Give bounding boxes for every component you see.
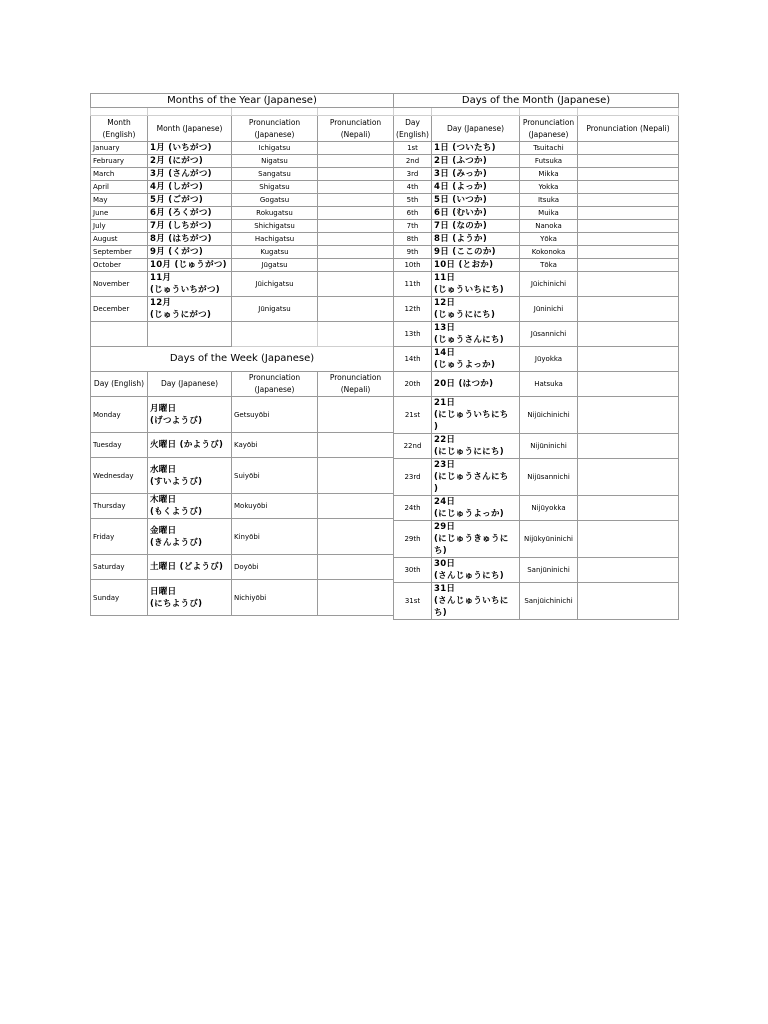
table-row [394,181,679,194]
day-japanese: 10日 (とおか) [432,259,520,272]
day-english: 11th [394,272,432,297]
day-japanese: 20日 (はつか) [432,372,520,397]
month-nepali [318,194,394,207]
month-japanese: 12月 (じゅうにがつ) [148,297,232,322]
table-row [91,168,394,181]
table-row [91,458,394,494]
month-english: December [91,297,148,322]
day-pronunciation: Jūichinichi [520,272,578,297]
day-japanese: 30日 (さんじゅうにち) [432,558,520,583]
days-title-row [394,94,679,108]
month-pronunciation: Jūgatsu [232,259,318,272]
day-pronunciation: Nanoka [520,220,578,233]
days-header-cell: Pronunciation (Japanese) [520,116,578,142]
month-japanese: 11月 (じゅういちがつ) [148,272,232,297]
weekday-english: Saturday [91,555,148,580]
table-row [394,521,679,558]
table-row [394,397,679,434]
day-english: 21st [394,397,432,434]
month-english: April [91,181,148,194]
days-title: Days of the Month (Japanese) [394,94,679,108]
table-row [91,207,394,220]
day-english: 6th [394,207,432,220]
day-english: 5th [394,194,432,207]
month-english: February [91,155,148,168]
months-header-row [91,116,394,142]
table-row [394,372,679,397]
table-row [91,194,394,207]
month-japanese: 10月 (じゅうがつ) [148,259,232,272]
month-pronunciation: Jūnigatsu [232,297,318,322]
month-english: July [91,220,148,233]
day-japanese: 29日 (にじゅうきゅうに ち) [432,521,520,558]
day-english: 23rd [394,459,432,496]
day-pronunciation: Futsuka [520,155,578,168]
day-english: 8th [394,233,432,246]
day-nepali [578,181,679,194]
weekday-pronunciation: Nichiyōbi [232,580,318,616]
weekday-japanese: 金曜日 (きんようび) [148,519,232,555]
day-pronunciation: Nijūyokka [520,496,578,521]
week-header-cell: Pronunciation (Nepali) [318,372,394,397]
weekday-pronunciation: Kinyōbi [232,519,318,555]
day-japanese: 14日 (じゅうよっか) [432,347,520,372]
blank-cell [148,322,232,347]
month-japanese: 9月 (くがつ) [148,246,232,259]
day-nepali [578,322,679,347]
day-nepali [578,397,679,434]
day-japanese: 11日 (じゅういちにち) [432,272,520,297]
table-row [91,297,394,322]
month-pronunciation: Hachigatsu [232,233,318,246]
day-pronunciation: Jūsannichi [520,322,578,347]
table-row [91,433,394,458]
month-nepali [318,259,394,272]
weekday-english: Tuesday [91,433,148,458]
day-english: 1st [394,142,432,155]
table-row [394,246,679,259]
table-row [394,207,679,220]
month-nepali [318,220,394,233]
weekday-nepali [318,555,394,580]
months-header-cell: Month (English) [91,116,148,142]
month-pronunciation: Kugatsu [232,246,318,259]
day-pronunciation: Sanjūichinichi [520,583,578,620]
table-row [394,259,679,272]
month-english: November [91,272,148,297]
day-pronunciation: Hatsuka [520,372,578,397]
table-row [91,272,394,297]
month-japanese: 8月 (はちがつ) [148,233,232,246]
day-english: 12th [394,297,432,322]
months-header-cell: Month (Japanese) [148,116,232,142]
months-header-cell: Pronunciation (Nepali) [318,116,394,142]
table-row [394,220,679,233]
table-row [394,168,679,181]
month-pronunciation: Nigatsu [232,155,318,168]
month-pronunciation: Jūichigatsu [232,272,318,297]
table-row [394,194,679,207]
day-japanese: 6日 (むいか) [432,207,520,220]
day-nepali [578,372,679,397]
month-japanese: 7月 (しちがつ) [148,220,232,233]
month-pronunciation: Sangatsu [232,168,318,181]
table-row [394,558,679,583]
month-japanese: 4月 (しがつ) [148,181,232,194]
day-nepali [578,207,679,220]
day-english: 20th [394,372,432,397]
month-english: January [91,142,148,155]
day-english: 24th [394,496,432,521]
day-nepali [578,142,679,155]
blank-cell [578,108,679,116]
weekday-japanese: 日曜日 (にちようび) [148,580,232,616]
day-japanese: 22日 (にじゅうににち) [432,434,520,459]
table-row [394,347,679,372]
months-title-row [91,94,394,108]
blank-cell [148,108,232,116]
day-japanese: 21日 (にじゅういちにち ) [432,397,520,434]
spacer-row [91,108,394,116]
day-nepali [578,194,679,207]
month-nepali [318,207,394,220]
table-row [394,233,679,246]
table-row [91,233,394,246]
month-pronunciation: Shigatsu [232,181,318,194]
table-row [91,494,394,519]
weekday-pronunciation: Mokuyōbi [232,494,318,519]
day-japanese: 4日 (よっか) [432,181,520,194]
table-row [394,459,679,496]
day-japanese: 2日 (ふつか) [432,155,520,168]
month-english: September [91,246,148,259]
month-nepali [318,233,394,246]
day-nepali [578,233,679,246]
day-nepali [578,583,679,620]
table-row [91,580,394,616]
blank-cell [91,322,148,347]
week-header-cell: Day (English) [91,372,148,397]
days-header-cell: Pronunciation (Nepali) [578,116,679,142]
month-nepali [318,181,394,194]
weekday-japanese: 火曜日 (かようび) [148,433,232,458]
months-header-cell: Pronunciation (Japanese) [232,116,318,142]
day-pronunciation: Nijūichinichi [520,397,578,434]
day-nepali [578,246,679,259]
day-nepali [578,459,679,496]
day-nepali [578,434,679,459]
table-row [91,259,394,272]
table-row [394,142,679,155]
day-english: 4th [394,181,432,194]
day-nepali [578,259,679,272]
weekday-japanese: 月曜日 (げつようび) [148,397,232,433]
table-row [91,142,394,155]
weekday-english: Friday [91,519,148,555]
weekday-nepali [318,433,394,458]
day-japanese: 1日 (ついたち) [432,142,520,155]
weekday-pronunciation: Kayōbi [232,433,318,458]
day-english: 31st [394,583,432,620]
days-header-row [394,116,679,142]
table-row [394,272,679,297]
month-nepali [318,155,394,168]
weekday-pronunciation: Suiyōbi [232,458,318,494]
day-english: 30th [394,558,432,583]
blank-cell [318,322,394,347]
weekday-pronunciation: Doyōbi [232,555,318,580]
week-title-row [91,347,394,372]
month-japanese: 1月 (いちがつ) [148,142,232,155]
day-japanese: 13日 (じゅうさんにち) [432,322,520,347]
day-nepali [578,220,679,233]
table-row [91,519,394,555]
blank-cell [394,108,432,116]
table-row [91,181,394,194]
day-pronunciation: Mikka [520,168,578,181]
day-japanese: 3日 (みっか) [432,168,520,181]
day-nepali [578,168,679,181]
month-japanese: 5月 (ごがつ) [148,194,232,207]
day-nepali [578,272,679,297]
days-header-cell: Day (English) [394,116,432,142]
table-row [394,155,679,168]
day-pronunciation: Yōka [520,233,578,246]
day-english: 2nd [394,155,432,168]
day-japanese: 7日 (なのか) [432,220,520,233]
blank-cell [318,108,394,116]
weekday-japanese: 水曜日 (すいようび) [148,458,232,494]
day-japanese: 9日 (ここのか) [432,246,520,259]
table-row [91,155,394,168]
table-row [91,397,394,433]
day-english: 13th [394,322,432,347]
day-pronunciation: Yokka [520,181,578,194]
day-japanese: 23日 (にじゅうさんにち ) [432,459,520,496]
day-pronunciation: Itsuka [520,194,578,207]
day-nepali [578,347,679,372]
month-english: June [91,207,148,220]
day-pronunciation: Tsuitachi [520,142,578,155]
weekday-english: Wednesday [91,458,148,494]
weekday-nepali [318,494,394,519]
month-english: March [91,168,148,181]
day-pronunciation: Nijūninichi [520,434,578,459]
day-pronunciation: Tōka [520,259,578,272]
spacer-row [394,108,679,116]
day-english: 22nd [394,434,432,459]
weekday-pronunciation: Getsuyōbi [232,397,318,433]
weekday-english: Sunday [91,580,148,616]
months-title: Months of the Year (Japanese) [91,94,394,108]
weekday-english: Thursday [91,494,148,519]
blank-cell [91,108,148,116]
day-english: 9th [394,246,432,259]
week-header-row [91,372,394,397]
table-row [394,496,679,521]
day-nepali [578,297,679,322]
day-nepali [578,558,679,583]
month-pronunciation: Rokugatsu [232,207,318,220]
day-japanese: 31日 (さんじゅういちに ち) [432,583,520,620]
month-nepali [318,168,394,181]
weekday-japanese: 土曜日 (どようび) [148,555,232,580]
table-row [91,246,394,259]
weekday-nepali [318,397,394,433]
blank-cell [232,322,318,347]
table-row [91,555,394,580]
day-english: 10th [394,259,432,272]
day-japanese: 12日 (じゅうににち) [432,297,520,322]
weekday-japanese: 木曜日 (もくようび) [148,494,232,519]
month-nepali [318,142,394,155]
month-pronunciation: Ichigatsu [232,142,318,155]
week-header-cell: Day (Japanese) [148,372,232,397]
blank-cell [232,108,318,116]
left-table [90,93,394,616]
table-row [394,583,679,620]
week-title: Days of the Week (Japanese) [91,347,394,372]
week-header-cell: Pronunciation (Japanese) [232,372,318,397]
table-row [394,322,679,347]
month-japanese: 2月 (にがつ) [148,155,232,168]
month-nepali [318,246,394,259]
day-pronunciation: Nijūkyūninichi [520,521,578,558]
month-japanese: 3月 (さんがつ) [148,168,232,181]
month-nepali [318,272,394,297]
month-nepali [318,297,394,322]
month-japanese: 6月 (ろくがつ) [148,207,232,220]
month-pronunciation: Shichigatsu [232,220,318,233]
day-pronunciation: Muika [520,207,578,220]
day-english: 29th [394,521,432,558]
day-nepali [578,155,679,168]
table-row [394,297,679,322]
day-nepali [578,521,679,558]
weekday-nepali [318,580,394,616]
days-header-cell: Day (Japanese) [432,116,520,142]
month-pronunciation: Gogatsu [232,194,318,207]
table-row [91,220,394,233]
right-table [393,93,679,620]
day-english: 7th [394,220,432,233]
day-pronunciation: Nijūsannichi [520,459,578,496]
day-japanese: 5日 (いつか) [432,194,520,207]
month-english: August [91,233,148,246]
spacer-row [91,322,394,347]
day-pronunciation: Sanjūninichi [520,558,578,583]
day-english: 3rd [394,168,432,181]
day-japanese: 8日 (ようか) [432,233,520,246]
month-english: May [91,194,148,207]
weekday-nepali [318,519,394,555]
day-japanese: 24日 (にじゅうよっか) [432,496,520,521]
blank-cell [432,108,520,116]
weekday-english: Monday [91,397,148,433]
blank-cell [520,108,578,116]
month-english: October [91,259,148,272]
day-nepali [578,496,679,521]
day-pronunciation: Jūyokka [520,347,578,372]
day-english: 14th [394,347,432,372]
day-pronunciation: Jūninichi [520,297,578,322]
day-pronunciation: Kokonoka [520,246,578,259]
weekday-nepali [318,458,394,494]
table-row [394,434,679,459]
